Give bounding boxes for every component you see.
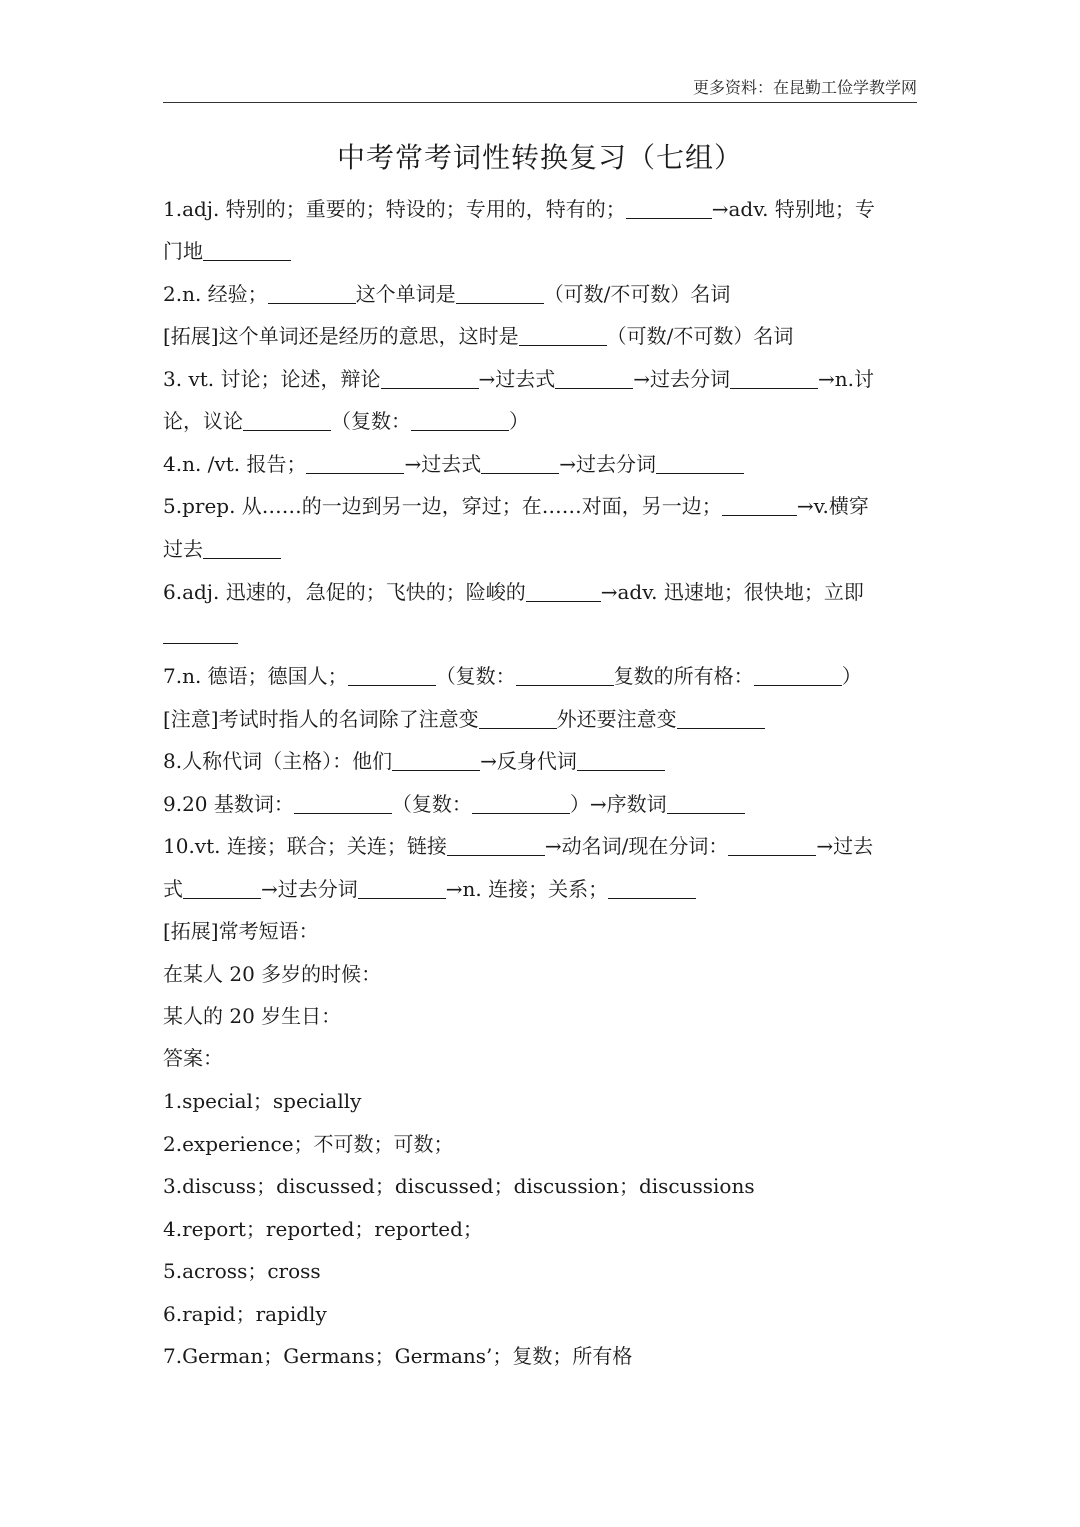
blank[interactable] (626, 198, 712, 219)
blank[interactable] (555, 368, 633, 389)
phrase-1: 在某人 20 多岁的时候： (163, 962, 382, 986)
blank[interactable] (472, 793, 570, 814)
question-8: 8.人称代词（主格）：他们 →反身代词 (163, 746, 923, 776)
question-1-cont: 门地 (163, 236, 923, 266)
question-2-extension: [拓展]这个单词还是经历的意思，这时是 （可数/不可数）名词 (163, 324, 794, 348)
question-7-note: [注意]考试时指人的名词除了注意变 外还要注意变 (163, 704, 923, 734)
blank[interactable] (577, 750, 665, 771)
blank[interactable] (516, 665, 614, 686)
blank[interactable] (411, 410, 509, 431)
blank[interactable] (656, 453, 744, 474)
blank[interactable] (667, 793, 745, 814)
blank[interactable] (163, 623, 238, 644)
answer-item: 3.discuss；discussed；discussed；discussion；discussions (163, 1174, 755, 1198)
answers-heading: 答案： (163, 1046, 223, 1070)
blank[interactable] (677, 708, 765, 729)
question-3-cont: 论，议论 （复数： ） (163, 409, 529, 433)
page-title: 中考常考词性转换复习（七组） (336, 141, 743, 174)
answer-item: 6.rapid；rapidly (163, 1302, 327, 1326)
blank[interactable] (203, 240, 291, 261)
blank[interactable] (392, 750, 480, 771)
blank[interactable] (381, 368, 479, 389)
question-2: 2.n. 经验； 这个单词是 （可数/不可数）名词 (163, 282, 731, 306)
question-10: 10.vt. 连接；联合；关连；链接 →动名词/现在分词： →过去 (163, 834, 874, 858)
blank[interactable] (479, 708, 557, 729)
question-3: 3. vt. 讨论；论述，辩论 →过去式 →过去分词 →n.讨 (163, 367, 875, 391)
phrase-2: 某人的 20 岁生日： (163, 1004, 342, 1028)
blank[interactable] (358, 878, 446, 899)
answer-item: 7.German；Germans；Germans’；复数；所有格 (163, 1344, 633, 1368)
question-7: 7.n. 德语；德国人； （复数： 复数的所有格： ） (163, 664, 862, 688)
question-5: 5.prep. 从……的一边到另一边，穿过；在……对面，另一边； →v.横穿 (163, 494, 869, 518)
answer-item: 1.special；specially (163, 1089, 362, 1113)
question-10-cont: 式 →过去分词 →n. 连接；关系； (163, 874, 923, 904)
blank[interactable] (268, 283, 356, 304)
blank[interactable] (183, 878, 261, 899)
page-header (163, 76, 917, 103)
question-9: 9.20 基数词： （复数： ）→序数词 (163, 789, 923, 819)
blank[interactable] (608, 878, 696, 899)
blank[interactable] (203, 538, 281, 559)
blank[interactable] (294, 793, 392, 814)
blank[interactable] (481, 453, 559, 474)
question-6-cont (163, 619, 923, 649)
blank[interactable] (447, 835, 545, 856)
question-4: 4.n. /vt. 报告； →过去式 →过去分词 (163, 449, 923, 479)
question-10-extension: [拓展]常考短语： (163, 919, 319, 943)
blank[interactable] (306, 453, 404, 474)
blank[interactable] (730, 368, 818, 389)
blank[interactable] (722, 495, 797, 516)
blank[interactable] (754, 665, 842, 686)
question-1: 1.adj. 特别的；重要的；特设的；专用的，特有的； →adv. 特别地；专 (163, 197, 875, 221)
answer-item: 5.across；cross (163, 1259, 321, 1283)
blank[interactable] (519, 325, 607, 346)
question-5-cont: 过去 (163, 534, 923, 564)
blank[interactable] (526, 581, 601, 602)
blank[interactable] (243, 410, 331, 431)
blank[interactable] (728, 835, 816, 856)
blank[interactable] (348, 665, 436, 686)
blank[interactable] (456, 283, 544, 304)
answer-item: 4.report；reported；reported； (163, 1217, 483, 1241)
question-6: 6.adj. 迅速的，急促的；飞快的；险峻的 →adv. 迅速地；很快地；立即 (163, 580, 864, 604)
answer-item: 2.experience；不可数；可数； (163, 1132, 454, 1156)
header-source-text: 更多资料：在昆勤工俭学教学网 (692, 78, 917, 97)
